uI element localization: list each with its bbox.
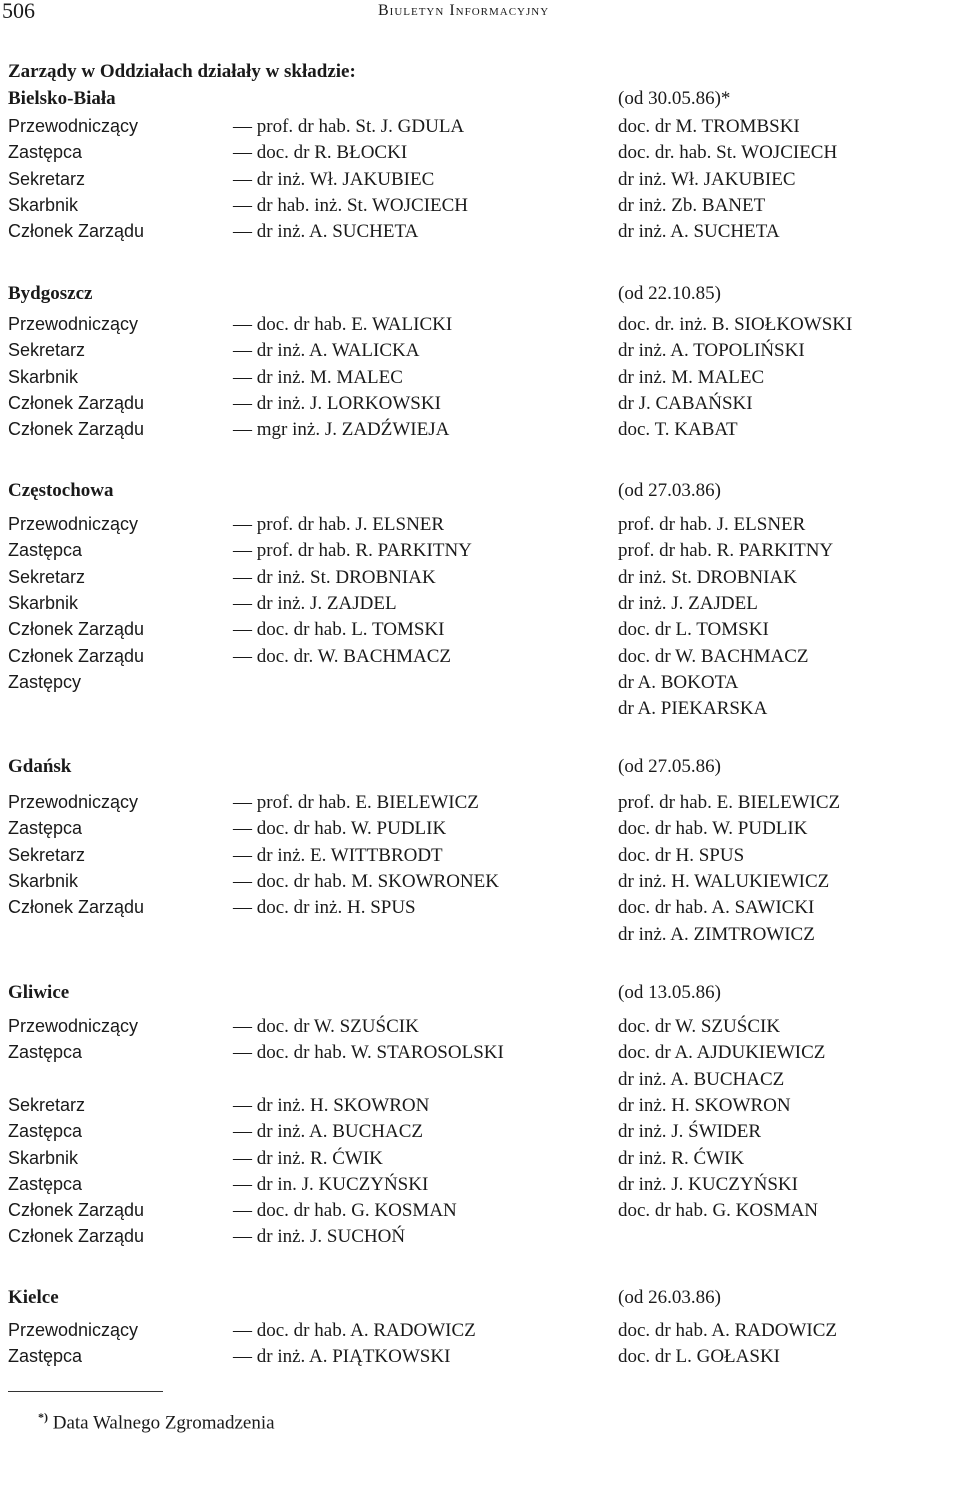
intro-heading: Zarządy w Oddziałach działały w składzie: — [8, 61, 356, 82]
board-row — [0, 221, 960, 247]
page-number: 506 — [2, 0, 35, 23]
board-row — [0, 340, 960, 366]
current-member: dr inż. Wł. JAKUBIEC — [618, 168, 796, 190]
current-member: dr inż. A. SUCHETA — [618, 221, 780, 243]
board-row — [0, 419, 960, 445]
assembly-date: (od 27.05.86) — [618, 756, 721, 777]
previous-member: — doc. dr W. SZUŚCIK — [233, 1016, 419, 1037]
current-member: dr inż. A. TOPOLIŃSKI — [618, 340, 805, 362]
previous-member: — dr inż. A. WALICKA — [233, 340, 420, 362]
previous-member: — dr inż. J. LORKOWSKI — [233, 392, 441, 414]
previous-member: — dr inż. R. ĆWIK — [233, 1147, 383, 1169]
branch-city: Kielce — [8, 1287, 59, 1308]
branch-city: Bielsko-Biała — [8, 88, 116, 109]
previous-member: — doc. dr R. BŁOCKI — [233, 142, 408, 164]
current-member: doc. dr. hab. St. WOJCIECH — [618, 142, 838, 164]
board-row — [0, 619, 960, 645]
previous-member: — dr hab. inż. St. WOJCIECH — [233, 194, 469, 216]
role-label: Przewodniczący — [8, 116, 139, 136]
current-member: dr inż. J. KUCZYŃSKI — [618, 1173, 798, 1195]
board-row — [0, 367, 960, 393]
board-row — [0, 646, 960, 672]
current-member: dr inż. H. SKOWRON — [618, 1094, 791, 1116]
current-member: dr inż. St. DROBNIAK — [618, 566, 797, 588]
board-row — [0, 169, 960, 195]
role-label: Członek Zarządu — [8, 897, 145, 918]
branch-city: Gliwice — [8, 982, 70, 1003]
role-label: Członek Zarządu — [8, 645, 145, 666]
role-label: Sekretarz — [8, 340, 86, 361]
footnote-rule — [8, 1391, 163, 1392]
role-label: Sekretarz — [8, 1094, 86, 1115]
role-label: Zastępca — [8, 1346, 83, 1367]
previous-member: — dr in. J. KUCZYŃSKI — [233, 1173, 429, 1195]
role-label: Sekretarz — [8, 844, 86, 865]
previous-member: — dr inż. A. BUCHACZ — [233, 1121, 423, 1143]
previous-member: — dr inż. J. ZAJDEL — [233, 592, 397, 614]
role-label: Członek Zarządu — [8, 1200, 145, 1221]
board-row — [0, 672, 960, 698]
current-member: dr A. BOKOTA — [618, 671, 739, 693]
current-member: dr inż. Zb. BANET — [618, 194, 766, 216]
current-member: dr inż. J. ŚWIDER — [618, 1121, 762, 1143]
previous-member: — dr inż. E. WITTBRODT — [233, 844, 443, 866]
role-label: Sekretarz — [8, 566, 86, 587]
board-row — [0, 1200, 960, 1226]
previous-member: — dr inż. Wł. JAKUBIEC — [233, 168, 435, 190]
board-row — [0, 1121, 960, 1147]
board-row — [0, 698, 960, 724]
role-label: Przewodniczący — [8, 1016, 139, 1036]
role-label: Członek Zarządu — [8, 221, 145, 242]
page-header — [0, 0, 960, 30]
current-member: doc. dr H. SPUS — [618, 844, 745, 866]
role-label: Członek Zarządu — [8, 619, 145, 640]
running-title: Biuletyn Informacyjny — [378, 2, 550, 19]
board-row — [0, 871, 960, 897]
current-member: doc. T. KABAT — [618, 419, 738, 441]
current-member: doc. dr hab. W. PUDLIK — [618, 818, 808, 840]
current-member: doc. dr W. BACHMACZ — [618, 645, 809, 667]
current-member: doc. dr hab. G. KOSMAN — [618, 1200, 819, 1222]
current-member: doc. dr L. TOMSKI — [618, 619, 769, 641]
role-label: Skarbnik — [8, 1147, 79, 1168]
previous-member: — prof. dr hab. R. PARKITNY — [233, 540, 472, 562]
previous-member: — doc. dr hab. A. RADOWICZ — [233, 1320, 476, 1341]
board-row — [0, 924, 960, 950]
role-label: Sekretarz — [8, 168, 86, 189]
branch-city: Bydgoszcz — [8, 283, 93, 304]
board-row — [0, 195, 960, 221]
current-member: prof. dr hab. J. ELSNER — [618, 514, 806, 535]
role-label: Członek Zarządu — [8, 1226, 145, 1247]
previous-member: — prof. dr hab. St. J. GDULA — [233, 116, 465, 137]
role-label: Członek Zarządu — [8, 419, 145, 440]
assembly-date: (od 22.10.85) — [618, 283, 721, 304]
previous-member: — doc. dr. W. BACHMACZ — [233, 645, 451, 667]
footnote — [38, 1410, 275, 1434]
assembly-date: (od 26.03.86) — [618, 1287, 721, 1308]
current-member: dr inż. R. ĆWIK — [618, 1147, 745, 1169]
role-label: Zastępca — [8, 1173, 83, 1194]
role-label: Zastępca — [8, 1121, 83, 1142]
board-row — [0, 1016, 960, 1042]
board-row — [0, 116, 960, 142]
previous-member: — prof. dr hab. E. BIELEWICZ — [233, 792, 479, 813]
current-member: dr J. CABAŃSKI — [618, 392, 753, 414]
board-row — [0, 1095, 960, 1121]
board-row — [0, 514, 960, 540]
board-row — [0, 567, 960, 593]
current-member: dr inż. A. BUCHACZ — [618, 1068, 785, 1090]
current-member: doc. dr. inż. B. SIOŁKOWSKI — [618, 314, 853, 335]
current-member: doc. dr M. TROMBSKI — [618, 116, 800, 137]
role-label: Zastępca — [8, 142, 83, 163]
previous-member: — dr inż. J. SUCHOŃ — [233, 1226, 406, 1248]
previous-member: — dr inż. St. DROBNIAK — [233, 566, 436, 588]
current-member: doc. dr hab. A. SAWICKI — [618, 897, 815, 919]
previous-member: — doc. dr hab. W. PUDLIK — [233, 818, 447, 840]
board-row — [0, 897, 960, 923]
role-label: Zastępca — [8, 540, 83, 561]
previous-member: — doc. dr hab. L. TOMSKI — [233, 619, 445, 641]
role-label: Zastępca — [8, 1042, 83, 1063]
current-member: doc. dr L. GOŁASKI — [618, 1346, 781, 1368]
role-label: Przewodniczący — [8, 514, 139, 534]
current-member: doc. dr A. AJDUKIEWICZ — [618, 1042, 826, 1064]
role-label: Skarbnik — [8, 870, 79, 891]
role-label: Przewodniczący — [8, 314, 139, 334]
board-row — [0, 1148, 960, 1174]
current-member: dr inż. H. WALUKIEWICZ — [618, 870, 830, 892]
previous-member: — dr inż. A. PIĄTKOWSKI — [233, 1346, 451, 1368]
previous-member: — dr inż. H. SKOWRON — [233, 1094, 430, 1116]
branch-city: Częstochowa — [8, 480, 114, 501]
assembly-date: (od 27.03.86) — [618, 480, 721, 501]
current-member: dr A. PIEKARSKA — [618, 698, 768, 720]
previous-member: — doc. dr hab. W. STAROSOLSKI — [233, 1042, 504, 1064]
role-label: Skarbnik — [8, 592, 79, 613]
previous-member: — doc. dr inż. H. SPUS — [233, 897, 416, 919]
role-label: Skarbnik — [8, 366, 79, 387]
footnote-marker: *) — [38, 1410, 48, 1424]
footnote-text: Data Walnego Zgromadzenia — [52, 1412, 275, 1434]
current-member: dr inż. A. ZIMTROWICZ — [618, 923, 815, 945]
branch-city: Gdańsk — [8, 756, 72, 777]
role-label: Przewodniczący — [8, 792, 139, 812]
board-row — [0, 393, 960, 419]
board-row — [0, 142, 960, 168]
current-member: dr inż. M. MALEC — [618, 366, 765, 388]
board-row — [0, 818, 960, 844]
board-row — [0, 1069, 960, 1095]
board-row — [0, 792, 960, 818]
role-label: Członek Zarządu — [8, 392, 145, 413]
previous-member: — dr inż. M. MALEC — [233, 366, 403, 388]
board-row — [0, 314, 960, 340]
board-row — [0, 845, 960, 871]
role-label: Zastępcy — [8, 671, 82, 692]
previous-member: — doc. dr hab. E. WALICKI — [233, 314, 453, 335]
board-row — [0, 593, 960, 619]
previous-member: — mgr inż. J. ZADŹWIEJA — [233, 419, 450, 441]
assembly-date: (od 30.05.86)* — [618, 88, 731, 109]
assembly-date: (od 13.05.86) — [618, 982, 721, 1003]
previous-member: — doc. dr hab. G. KOSMAN — [233, 1200, 457, 1222]
board-row — [0, 1320, 960, 1346]
role-label: Przewodniczący — [8, 1320, 139, 1340]
board-row — [0, 1174, 960, 1200]
current-member: doc. dr hab. A. RADOWICZ — [618, 1320, 837, 1341]
previous-member: — dr inż. A. SUCHETA — [233, 221, 419, 243]
board-row — [0, 1346, 960, 1372]
previous-member: — doc. dr hab. M. SKOWRONEK — [233, 870, 499, 892]
current-member: prof. dr hab. E. BIELEWICZ — [618, 792, 841, 813]
board-row — [0, 1042, 960, 1068]
current-member: dr inż. J. ZAJDEL — [618, 592, 758, 614]
current-member: prof. dr hab. R. PARKITNY — [618, 540, 834, 562]
current-member: doc. dr W. SZUŚCIK — [618, 1016, 781, 1037]
role-label: Skarbnik — [8, 194, 79, 215]
board-row — [0, 1226, 960, 1252]
board-row — [0, 540, 960, 566]
previous-member: — prof. dr hab. J. ELSNER — [233, 514, 445, 535]
role-label: Zastępca — [8, 818, 83, 839]
